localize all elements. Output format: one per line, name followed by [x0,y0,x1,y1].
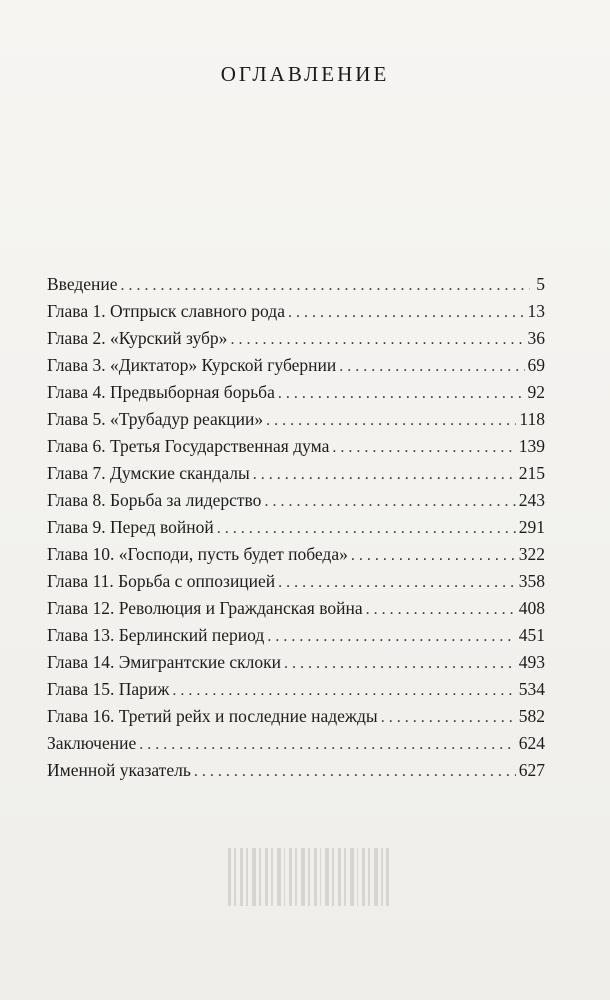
toc-entry[interactable] [47,433,545,460]
toc-entry-label: Глава 3. «Диктатор» Курской губернии [47,355,337,375]
toc-leader-dots [278,380,525,407]
page-title: ОГЛАВЛЕНИЕ [220,62,390,86]
toc-leader-dots [332,434,515,461]
toc-entry[interactable] [47,460,545,487]
toc-leader-dots [339,353,524,380]
toc-leader-dots [267,623,515,650]
toc-entry[interactable] [47,649,545,676]
toc-entry[interactable] [47,379,545,406]
toc-entry-page: 451 [518,625,545,645]
toc-entry[interactable] [47,622,545,649]
toc-entry-page: 139 [518,436,545,456]
toc-entry-page: 118 [519,409,545,429]
toc-leader-dots [266,407,516,434]
toc-entry[interactable] [47,298,545,325]
toc-leader-dots [217,515,516,542]
toc-entry-page: 13 [527,301,545,321]
toc-entry-label: Глава 6. Третья Государственная дума [47,436,330,456]
toc-leader-dots [194,758,516,785]
toc-leader-dots [139,731,516,758]
toc-entry[interactable] [47,541,545,568]
bleed-through-text [175,188,180,205]
toc-entry[interactable] [47,514,545,541]
bleed-through-text [240,120,243,135]
toc-leader-dots [253,461,516,488]
toc-entry-label: Глава 10. «Господи, пусть будет победа» [47,544,348,564]
toc-entry-page: 69 [527,355,545,375]
toc-leader-dots [288,299,525,326]
toc-entry-page: 36 [527,328,545,348]
toc-entry-label: Глава 16. Третий рейх и последние надежды [47,706,378,726]
toc-leader-dots [121,272,530,299]
toc-entry-page: 291 [518,517,545,537]
toc-entry-page: 215 [518,463,545,483]
barcode-bleed-through [225,848,391,914]
toc-entry[interactable] [47,595,545,622]
toc-entry-page: 92 [527,382,545,402]
toc-entry[interactable] [47,703,545,730]
toc-entry[interactable] [47,757,545,784]
toc-entry-page: 534 [518,679,545,699]
toc-entry-page: 408 [518,598,545,618]
toc-entry[interactable] [47,406,545,433]
toc-entry[interactable] [47,352,545,379]
toc-entry-page: 627 [518,760,545,780]
toc-entry[interactable] [47,271,545,298]
toc-entry-label: Глава 4. Предвыборная борьба [47,382,275,402]
toc-entry-page: 493 [518,652,545,672]
toc-entry-label: Глава 13. Берлинский период [47,625,265,645]
toc-leader-dots [230,326,524,353]
toc-entry-label: Глава 5. «Трубадур реакции» [47,409,264,429]
toc-entry-label: Глава 2. «Курский зубр» [47,328,228,348]
toc-entry-page: 5 [536,274,545,294]
toc-entry-label: Глава 1. Отпрыск славного рода [47,301,285,321]
toc-entry[interactable] [47,730,545,757]
toc-leader-dots [381,704,516,731]
toc-entry-page: 624 [518,733,545,753]
toc-entry[interactable] [47,568,545,595]
toc-leader-dots [351,542,516,569]
toc-leader-dots [264,488,515,515]
toc-entry-page: 243 [518,490,545,510]
toc-entry-label: Глава 14. Эмигрантские склоки [47,652,282,672]
toc-entry-label: Глава 15. Париж [47,679,170,699]
bleed-through-text [150,240,155,262]
toc-entry-page: 322 [518,544,545,564]
toc-entry-label: Глава 8. Борьба за лидерство [47,490,262,510]
toc-entry[interactable] [47,487,545,514]
toc-entry-label: Глава 11. Борьба с оппозицией [47,571,276,591]
toc-entry[interactable] [47,325,545,352]
toc-entry-page: 582 [518,706,545,726]
toc-entry-label: Заключение [47,733,137,753]
toc-entry-page: 358 [518,571,545,591]
toc-entry-label: Глава 9. Перед войной [47,517,214,537]
toc-entry-label: Именной указатель [47,760,191,780]
toc-entry-label: Глава 7. Думские скандалы [47,463,250,483]
toc-entry-label: Глава 12. Революция и Гражданская война [47,598,363,618]
toc-leader-dots [284,650,516,677]
toc-leader-dots [172,677,515,704]
toc-entry-label: Введение [47,274,118,294]
table-of-contents [47,271,545,784]
toc-leader-dots [278,569,516,596]
toc-entry[interactable] [47,676,545,703]
toc-leader-dots [366,596,516,623]
